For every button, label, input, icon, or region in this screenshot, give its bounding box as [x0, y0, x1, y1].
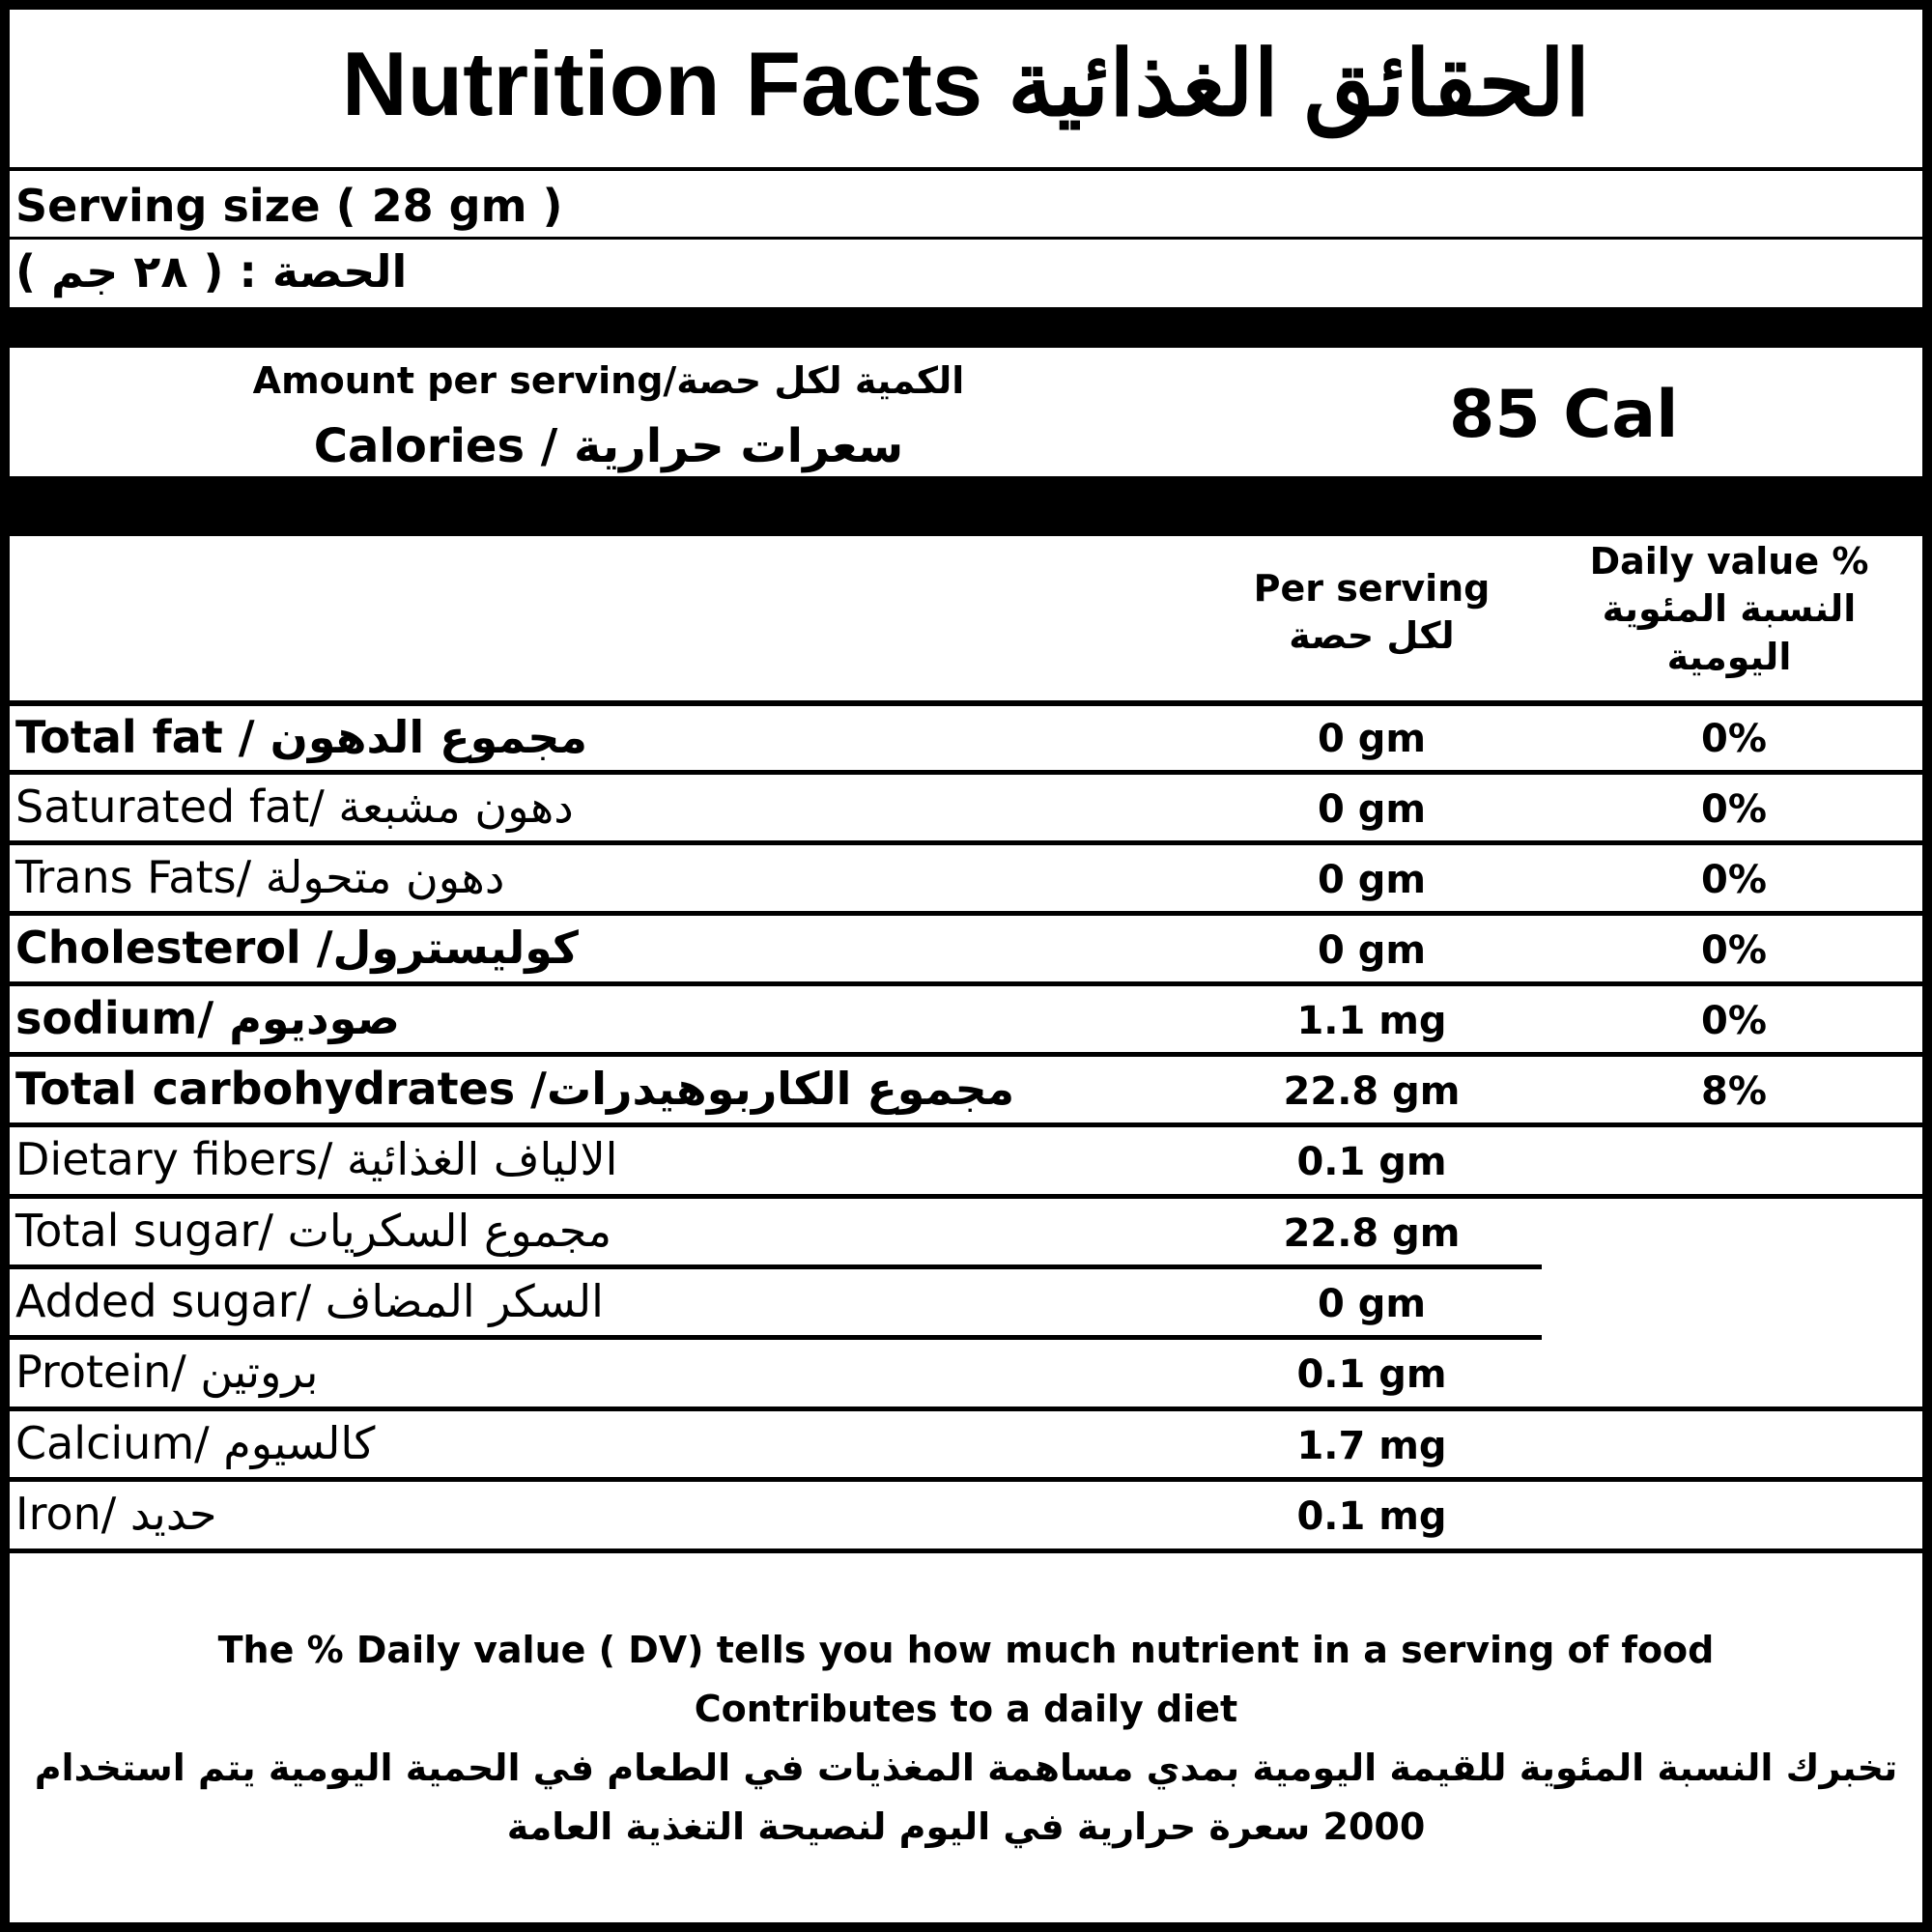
row-amount-dietary-fibers: 0.1 gm	[1296, 1140, 1447, 1184]
row-label-dietary-fibers: Dietary fibers/ الالياف الغذائية	[15, 1133, 618, 1185]
serving-size-ar: الحصة : ( ٢٨ جم )	[15, 245, 408, 298]
thick-bar	[10, 307, 1922, 348]
row-amount-trans-fats: 0 gm	[1317, 858, 1427, 902]
row-dv-total-fat: 0%	[1701, 717, 1767, 761]
row-label-protein: Protein/ بروتين	[15, 1346, 319, 1398]
serving-size-en: Serving size ( 28 gm )	[15, 180, 563, 232]
row-dv-cholesterol: 0%	[1701, 928, 1767, 973]
row-label-total-fat: Total fat / مجموع الدهون	[15, 711, 587, 763]
row-label-cholesterol: Cholesterol /كوليسترول	[15, 922, 579, 974]
footer-ar-line-1: تخبرك النسبة المئوية للقيمة اليومية بمدي مساهمة المغذيات في الطعام في الحمية اليومية يتم استخدام	[34, 1747, 1898, 1789]
row-dv-saturated-fat: 0%	[1701, 787, 1767, 832]
row-label-saturated-fat: Saturated fat/ دهون مشبعة	[15, 781, 574, 833]
thick-bar	[10, 476, 1922, 536]
row-amount-total-fat: 0 gm	[1317, 717, 1427, 761]
col-header-per-serving-en: Per serving	[1253, 567, 1491, 610]
row-amount-cholesterol: 0 gm	[1317, 928, 1427, 973]
row-label-sodium: sodium/ صوديوم	[15, 992, 400, 1044]
divider	[10, 911, 1922, 916]
divider	[10, 981, 1922, 986]
divider	[10, 700, 1922, 706]
divider	[10, 1548, 1922, 1553]
row-amount-protein: 0.1 gm	[1296, 1352, 1447, 1397]
divider	[10, 237, 1922, 240]
row-label-calcium: Calcium/ كالسيوم	[15, 1417, 376, 1469]
row-label-total-sugar: Total sugar/ مجموع السكريات	[15, 1205, 612, 1257]
page-title: Nutrition Facts الحقائق الغذائية	[341, 33, 1591, 134]
row-amount-calcium: 1.7 mg	[1296, 1424, 1447, 1468]
row-amount-total-carbohydrates: 22.8 gm	[1283, 1069, 1461, 1114]
amount-per-serving: Amount per serving/الكمية لكل حصة	[252, 359, 965, 402]
col-header-per-serving	[1217, 565, 1526, 661]
row-label-added-sugar: Added sugar/ السكر المضاف	[15, 1275, 604, 1327]
calories-label: Calories / سعرات حرارية	[313, 419, 904, 473]
divider	[10, 1477, 1922, 1482]
row-label-trans-fats: Trans Fats/ دهون متحولة	[15, 851, 505, 903]
calories-value: 85 Cal	[1449, 377, 1679, 453]
divider	[10, 1264, 1542, 1269]
divider	[10, 1194, 1922, 1199]
col-header-daily-value-ar-2: اليومية	[1666, 635, 1792, 678]
divider	[10, 770, 1922, 775]
footer-en-line-1: The % Daily value ( DV) tells you how much nutrient in a serving of food	[217, 1629, 1715, 1671]
row-dv-trans-fats: 0%	[1701, 858, 1767, 902]
row-amount-saturated-fat: 0 gm	[1317, 787, 1427, 832]
row-amount-total-sugar: 22.8 gm	[1283, 1211, 1461, 1256]
col-header-daily-value-en: Daily value %	[1589, 540, 1869, 582]
row-amount-iron: 0.1 mg	[1296, 1494, 1447, 1539]
row-amount-added-sugar: 0 gm	[1317, 1282, 1427, 1326]
divider	[10, 1406, 1922, 1411]
col-header-daily-value	[1555, 538, 1903, 681]
row-amount-sodium: 1.1 mg	[1296, 999, 1447, 1043]
row-dv-sodium: 0%	[1701, 999, 1767, 1043]
divider	[10, 1052, 1922, 1057]
divider	[10, 1122, 1922, 1127]
row-dv-total-carbohydrates: 8%	[1701, 1069, 1767, 1114]
col-header-daily-value-ar-1: النسبة المئوية	[1602, 587, 1857, 631]
divider	[10, 167, 1922, 171]
col-header-per-serving-ar: لكل حصة	[1289, 614, 1455, 658]
footer-ar-line-2: 2000 سعرة حرارية في اليوم لنصيحة التغذية العامة	[506, 1805, 1426, 1848]
divider	[10, 840, 1922, 845]
divider	[10, 1335, 1542, 1340]
footer-en-line-2: Contributes to a daily diet	[694, 1688, 1238, 1730]
row-label-iron: Iron/ حديد	[15, 1488, 217, 1540]
row-label-total-carbohydrates: Total carbohydrates /مجموع الكاربوهيدرات	[15, 1063, 1015, 1115]
